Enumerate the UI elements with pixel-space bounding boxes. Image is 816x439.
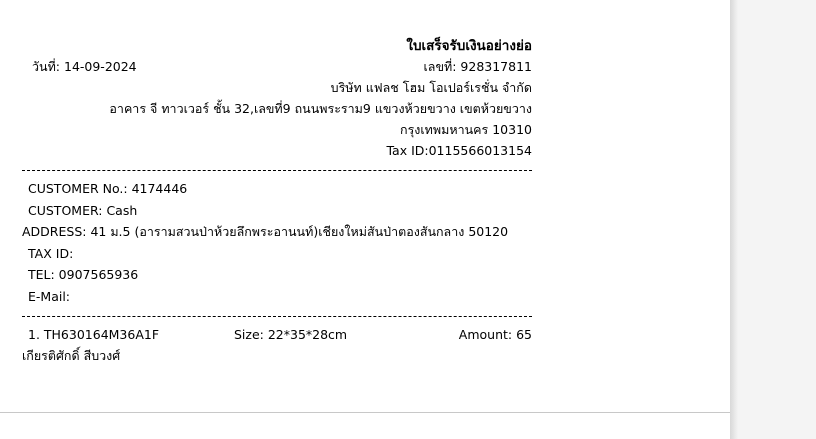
item-amount: Amount: 65 — [458, 327, 532, 342]
item-size: Size: 22*35*28cm — [234, 327, 348, 342]
company-tax-id: Tax ID:0115566013154 — [386, 143, 532, 158]
customer-email: E-Mail: — [28, 288, 71, 304]
receipt-title: ใบเสร็จรับเงินอย่างย่อ — [406, 38, 532, 54]
receipt-content — [22, 36, 532, 366]
page-gutter — [738, 0, 816, 439]
customer-tel: TEL: 0907565936 — [28, 267, 139, 282]
item-code: 1. TH630164M36A1F — [28, 327, 160, 342]
customer-name: CUSTOMER: Cash — [28, 202, 138, 218]
receipt-meta-row — [22, 56, 532, 77]
page-bottom-rule — [0, 412, 730, 413]
sheet-shadow — [730, 0, 738, 439]
customer-block — [22, 178, 532, 307]
customer-tax-id: TAX ID: — [28, 245, 74, 261]
customer-address: ADDRESS: 41 ม.5 (อารามสวนป่าห้วยลึกพระอานนท์)เชียงใหม่สันป่าตองสันกลาง 50120 — [22, 224, 509, 239]
company-name: บริษัท แฟลช โฮม โอเปอร์เรชั่น จำกัด — [330, 80, 532, 95]
company-address-line-1: อาคาร จี ทาวเวอร์ ชั้น 32,เลขที่9 ถนนพระราม9 แขวงห้วยขวาง เขตห้วยขวาง — [109, 101, 532, 116]
divider-items — [22, 316, 532, 317]
divider-top — [22, 170, 532, 171]
receipt-date: วันที่: 14-09-2024 — [32, 59, 137, 74]
customer-number: CUSTOMER No.: 4174446 — [28, 181, 188, 196]
item-row — [22, 324, 532, 345]
company-address-line-2: กรุงเทพมหานคร 10310 — [400, 122, 532, 137]
item-description: เกียรติศักดิ์ สีบวงศ์ — [22, 348, 121, 363]
receipt-number: เลขที่: 928317811 — [423, 59, 532, 74]
